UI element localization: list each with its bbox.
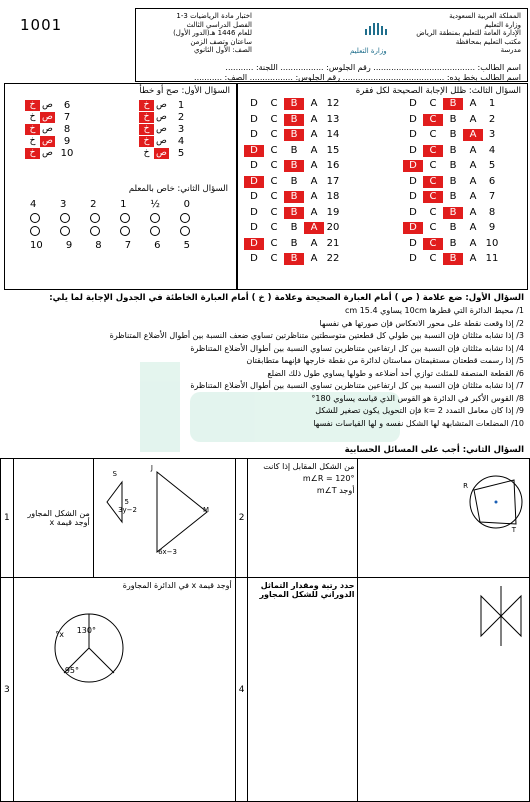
question-number: 1 <box>488 98 496 109</box>
question-number: 20 <box>326 222 340 233</box>
choice-bubble[interactable]: D <box>409 144 417 156</box>
question-number: 21 <box>326 237 340 249</box>
choice-bubble[interactable]: B <box>284 160 304 172</box>
question-number: 15 <box>326 144 340 156</box>
choice-bubble[interactable]: A <box>310 206 318 218</box>
answer-box-q3 <box>237 83 528 290</box>
header-right-block <box>416 12 521 55</box>
question-number: 2 <box>177 112 185 123</box>
choice-bubble[interactable]: A <box>469 237 477 249</box>
header-left-block <box>142 12 252 55</box>
q3-answer-row <box>244 222 342 234</box>
true-bubble[interactable]: ص <box>42 148 53 158</box>
choice-bubble[interactable]: B <box>449 222 457 233</box>
question-number: 10 <box>485 237 499 249</box>
choice-bubble[interactable]: D <box>244 145 264 157</box>
answer-box-q1-q2 <box>4 83 237 290</box>
choice-bubble[interactable]: C <box>270 144 278 156</box>
true-bubble[interactable]: ص <box>154 148 169 159</box>
svg-text:5: 5 <box>124 498 129 506</box>
logo-caption: وزارة التعليم <box>350 47 387 55</box>
score-label: 4 <box>30 199 37 210</box>
q3-answer-row <box>244 253 342 265</box>
choice-bubble[interactable]: C <box>270 160 278 171</box>
problem-number: 1 <box>1 459 14 578</box>
choice-bubble[interactable]: B <box>284 191 304 203</box>
choice-bubble[interactable]: B <box>449 129 457 140</box>
choice-bubble[interactable]: D <box>409 175 417 187</box>
q1-answer-row <box>25 124 193 135</box>
question-number: 3 <box>177 124 185 135</box>
score-bubble[interactable] <box>60 213 70 223</box>
q2-teacher-title: السؤال الثاني: خاص بالمعلم <box>128 184 228 194</box>
score-bubble[interactable] <box>90 213 100 223</box>
score-label: 10 <box>30 240 43 251</box>
choice-bubble[interactable]: B <box>290 175 298 187</box>
question-number: 8 <box>63 124 71 135</box>
score-bubble[interactable] <box>90 226 100 236</box>
choice-bubble[interactable]: B <box>290 222 298 233</box>
statement-item: 6/ القطعة المنصفة للمثلث توازي أحد أضلاعه و طولها يساوي طول ذلك الضلع <box>267 368 524 378</box>
student-handwritten-name-field[interactable]: اسم الطالب بخط يده: ........................................ رقم الجلوس: ................. الصف: ........... <box>194 73 521 82</box>
choice-bubble[interactable]: A <box>310 113 318 125</box>
choice-bubble[interactable]: A <box>310 191 318 202</box>
choice-bubble[interactable]: A <box>469 253 477 264</box>
choice-bubble[interactable]: C <box>270 129 278 140</box>
choice-bubble[interactable]: D <box>403 160 423 172</box>
false-bubble[interactable]: خ <box>143 148 150 158</box>
choice-bubble[interactable]: D <box>250 129 258 140</box>
teacher-score-bubbles <box>30 199 190 251</box>
section2-title: السؤال الثاني: أجب على المسائل الحسابية <box>344 445 524 455</box>
choice-bubble[interactable]: C <box>270 253 278 264</box>
score-bubble[interactable] <box>150 213 160 223</box>
question-number: 4 <box>488 144 496 156</box>
student-fields <box>142 63 521 83</box>
problem-text: حدد رتبة ومقدار التماثل الدوراني للشكل المجاور <box>259 581 355 599</box>
q1-answer-row <box>25 136 193 147</box>
statement-item: 3/ إذا تشابه مثلثان فإن النسبة بين طولي كل قطعتين متوسطتين متناظرتين تساوي ضعف النسبة بين أطوال الأضلاع المتناظرة <box>109 331 524 340</box>
question-number: 7 <box>63 112 71 123</box>
similar-triangles-figure <box>97 462 232 572</box>
choice-bubble[interactable]: B <box>284 114 304 126</box>
false-bubble[interactable]: خ <box>139 112 154 123</box>
choice-bubble[interactable]: C <box>270 237 278 249</box>
choice-bubble[interactable]: A <box>310 98 318 109</box>
question-number: 5 <box>488 160 496 171</box>
choice-bubble[interactable]: D <box>250 98 258 109</box>
choice-bubble[interactable]: C <box>270 113 278 125</box>
arc-label: x° <box>55 630 64 639</box>
choice-bubble[interactable]: C <box>429 206 437 218</box>
question-number: 17 <box>326 175 340 187</box>
statement-item: 7/ إذا تشابه مثلثان فإن النسبة بين كل ارتفاعين متناظرين تساوي النسبة بين أطوال الأضلاع المتناظرة <box>190 381 524 390</box>
choice-bubble[interactable]: C <box>270 191 278 202</box>
q3-answer-row <box>244 238 342 250</box>
true-bubble[interactable]: ص <box>40 112 55 123</box>
choice-bubble[interactable]: B <box>449 160 457 171</box>
problem-2-text <box>248 459 358 578</box>
q3-answer-row <box>403 222 501 234</box>
q3-answer-row <box>403 160 501 172</box>
problem-1-figure <box>93 459 235 578</box>
q3-answer-row <box>244 160 342 172</box>
choice-bubble[interactable]: D <box>250 191 258 202</box>
statement-item: 4/ إذا تشابه مثلثان فإن النسبة بين كل ارتفاعين متناظرين تساوي النسبة بين أطوال الأضلاع المتناظرة <box>190 343 524 353</box>
problem-4-figure <box>358 578 530 802</box>
true-bubble[interactable]: ص <box>42 124 53 134</box>
question-number: 22 <box>326 253 340 264</box>
circle-arcs-figure <box>34 603 154 713</box>
problems-table <box>0 458 530 802</box>
inscribed-quadrilateral-figure <box>463 462 526 562</box>
choice-bubble[interactable]: A <box>310 129 318 140</box>
svg-text:S: S <box>112 470 117 478</box>
score-label: 9 <box>65 240 73 251</box>
choice-bubble[interactable]: C <box>423 238 443 250</box>
score-label: 6 <box>154 240 161 251</box>
question-number: 10 <box>60 148 74 159</box>
svg-text:R: R <box>463 482 468 490</box>
true-bubble[interactable]: ص <box>156 112 167 122</box>
question-number: 19 <box>326 206 340 218</box>
q3-answer-row <box>403 253 501 265</box>
header-line: مكتب التعليم بمحافظة <box>455 37 521 46</box>
score-label: 5 <box>183 240 190 251</box>
choice-bubble[interactable]: D <box>250 113 258 125</box>
choice-bubble[interactable]: B <box>449 175 457 187</box>
choice-bubble[interactable]: A <box>469 222 477 233</box>
arc-label: 130° <box>76 626 96 635</box>
true-bubble[interactable]: ص <box>42 100 53 110</box>
q3-answer-row <box>403 238 501 250</box>
statement-item: 8/ القوس الأكبر في الدائرة هو القوس الذي قياسه يساوي 180° <box>311 393 524 403</box>
score-label: 1 <box>120 199 127 210</box>
problem-number: 3 <box>1 578 14 802</box>
svg-text:M: M <box>202 506 209 514</box>
header-line: مدرسة <box>500 46 521 55</box>
choice-bubble[interactable]: C <box>423 176 443 188</box>
choice-bubble[interactable]: B <box>284 253 304 265</box>
choice-bubble[interactable]: C <box>429 129 437 140</box>
section1-title: السؤال الأول: ضع علامة ( ص ) أمام العبارة الصحيحة وعلامة ( خ ) أمام العبارة الخاطئة في الجدول الإجابة لما يلي: <box>49 293 524 303</box>
choice-bubble[interactable]: C <box>429 160 437 171</box>
score-bubble[interactable] <box>120 213 130 223</box>
choice-bubble[interactable]: C <box>423 145 443 157</box>
problem-3-cell <box>13 578 235 802</box>
problem-4-text <box>248 578 358 802</box>
score-label: 2 <box>90 199 97 210</box>
choice-bubble[interactable]: A <box>469 191 477 202</box>
choice-bubble[interactable]: A <box>469 98 477 109</box>
question-number: 6 <box>488 175 496 187</box>
score-bubble[interactable] <box>60 226 70 236</box>
choice-bubble[interactable]: B <box>443 98 463 110</box>
header-line: وزارة التعليم <box>484 20 521 29</box>
problem-text: أوجد m∠T <box>316 486 355 495</box>
svg-text:J: J <box>150 464 153 472</box>
choice-bubble[interactable]: D <box>409 206 417 218</box>
q3-answer-row <box>244 114 342 126</box>
choice-bubble[interactable]: C <box>270 175 278 187</box>
question-number: 12 <box>326 98 340 109</box>
q3-answer-row <box>403 145 501 157</box>
q1-answer-row <box>25 100 193 111</box>
choice-bubble[interactable]: A <box>469 144 477 156</box>
score-bubble[interactable] <box>30 213 40 223</box>
choice-bubble[interactable]: D <box>250 222 258 233</box>
choice-bubble[interactable]: C <box>423 114 443 126</box>
q1-answer-row <box>25 112 193 123</box>
q3-answer-row <box>403 98 501 110</box>
exam-header <box>135 8 528 82</box>
question-number: 11 <box>485 253 499 264</box>
question-number: 4 <box>177 136 185 147</box>
choice-bubble[interactable]: D <box>244 176 264 188</box>
false-bubble[interactable]: خ <box>139 100 154 111</box>
score-label: 8 <box>95 240 102 251</box>
question-number: 1 <box>177 100 185 111</box>
true-bubble[interactable]: ص <box>40 136 55 147</box>
false-bubble[interactable]: خ <box>25 124 40 135</box>
choice-bubble[interactable]: D <box>244 238 264 250</box>
question-number: 14 <box>326 129 340 140</box>
true-bubble[interactable]: ص <box>156 100 167 110</box>
choice-bubble[interactable]: B <box>284 129 304 141</box>
choice-bubble[interactable]: A <box>310 175 318 187</box>
statement-item: 9/ إذا كان معامل التمدد 2 =k فإن التحويل يكون تصغير للشكل <box>315 406 524 415</box>
statement-item: 10/ المضلعات المتشابهة لها الشكل نفسه و لها القياسات نفسها <box>313 418 524 428</box>
choice-bubble[interactable]: B <box>284 207 304 219</box>
q3-answer-row <box>403 129 501 141</box>
score-bubble[interactable] <box>180 213 190 223</box>
problem-text: من الشكل المقابل إذا كانت <box>263 462 355 471</box>
rotational-symmetry-figure <box>476 581 526 651</box>
header-line: المملكة العربية السعودية <box>449 12 521 20</box>
question-number: 3 <box>488 129 496 140</box>
problem-number: 2 <box>235 459 248 578</box>
problem-1-text <box>13 459 93 578</box>
question-number: 13 <box>326 113 340 125</box>
choice-bubble[interactable]: A <box>469 206 477 218</box>
question-number: 6 <box>63 100 71 111</box>
choice-bubble[interactable]: B <box>290 144 298 156</box>
choice-bubble[interactable]: D <box>409 253 417 264</box>
score-bubble[interactable] <box>180 226 190 236</box>
header-line: ساعتان وتصف الزمن <box>190 37 252 46</box>
header-line: الإدارة العامة للتعليم بمنطقة الرياض <box>416 29 521 38</box>
problem-2-figure <box>358 459 530 578</box>
choice-bubble[interactable]: C <box>429 222 437 233</box>
statement-item: 1/ محيط الدائرة التي قطرها 10cm يساوي 15.4 cm <box>344 306 524 315</box>
q3-answer-row <box>403 114 501 126</box>
choice-bubble[interactable]: C <box>270 206 278 218</box>
q3-answer-row <box>244 98 342 110</box>
score-label: 3 <box>60 199 67 210</box>
q3-answer-row <box>403 207 501 219</box>
q3-answer-row <box>244 145 342 157</box>
q1-answer-row <box>25 148 193 159</box>
choice-bubble[interactable]: C <box>429 98 437 109</box>
question-number: 2 <box>488 113 496 125</box>
header-line: اختبار مادة الرياضيات 3-1 <box>176 12 252 20</box>
question-number: 9 <box>488 222 496 233</box>
q3-title: السؤال الثالث: ظلل الإجابة الصحيحة لكل فقرة <box>355 86 521 96</box>
problem-angle-given: m∠R = 120° <box>302 474 355 483</box>
false-bubble[interactable]: خ <box>139 136 154 147</box>
choice-bubble[interactable]: A <box>310 253 318 264</box>
arc-label: 95° <box>64 666 79 675</box>
q1-title: السؤال الأول: صح أو خطأ <box>139 86 230 96</box>
statement-item: 5/ إذا رسمت قطعتان مستقيمتان مماستان لدائرة من نقطة خارجها فإنهما متطابقتان <box>246 356 524 365</box>
choice-bubble[interactable]: C <box>270 222 278 233</box>
choice-bubble[interactable]: C <box>270 98 278 109</box>
score-bubble[interactable] <box>30 226 40 236</box>
student-name-field[interactable]: اسم الطالب: ........................................ رقم الجلوس: ................. اللجنة: ........... <box>225 63 521 72</box>
question-number: 18 <box>326 191 340 202</box>
score-label: ½ <box>150 199 160 210</box>
score-bubble[interactable] <box>150 226 160 236</box>
choice-bubble[interactable]: D <box>409 113 417 125</box>
choice-bubble[interactable]: C <box>423 191 443 203</box>
choice-bubble[interactable]: B <box>449 144 457 156</box>
choice-bubble[interactable]: D <box>403 222 423 234</box>
choice-bubble[interactable]: A <box>469 175 477 187</box>
choice-bubble[interactable]: A <box>304 222 324 234</box>
choice-bubble[interactable]: B <box>284 98 304 110</box>
problem-3-text: أوجد قيمة x في الدائرة المجاورة <box>122 581 232 590</box>
statement-item: 2/ إذا وقعت نقطة على محور الانعكاس فإن صورتها هي نفسها <box>319 318 524 328</box>
problem-text: من الشكل المجاور أوجد قيمة x <box>27 509 90 527</box>
choice-bubble[interactable]: D <box>250 206 258 218</box>
choice-bubble[interactable]: D <box>409 129 417 140</box>
question-number: 7 <box>488 191 496 202</box>
problem-number: 4 <box>235 578 248 802</box>
q3-answer-row <box>244 207 342 219</box>
choice-bubble[interactable]: A <box>463 129 483 141</box>
header-line: الصف: الأول الثانوي <box>194 46 252 55</box>
choice-bubble[interactable]: A <box>310 237 318 249</box>
choice-bubble[interactable]: A <box>310 160 318 171</box>
score-label: 0 <box>183 199 190 210</box>
header-line: للعام 1446 هـ(الدور الأول) <box>173 29 252 38</box>
choice-bubble[interactable]: D <box>409 237 417 249</box>
question-number: 5 <box>177 148 185 159</box>
choice-bubble[interactable]: A <box>310 144 318 156</box>
q3-answer-row <box>403 191 501 203</box>
choice-bubble[interactable]: B <box>449 237 457 249</box>
svg-text:6x−3: 6x−3 <box>157 548 177 556</box>
false-bubble[interactable]: خ <box>29 136 36 146</box>
q3-answer-row <box>244 176 342 188</box>
svg-text:3y−2: 3y−2 <box>117 506 137 514</box>
true-bubble[interactable]: ص <box>156 136 167 146</box>
q3-answer-row <box>244 191 342 203</box>
choice-bubble[interactable]: B <box>443 253 463 265</box>
choice-bubble[interactable]: D <box>250 160 258 171</box>
false-bubble[interactable]: خ <box>25 100 40 111</box>
choice-bubble[interactable]: B <box>449 113 457 125</box>
false-bubble[interactable]: خ <box>25 148 40 159</box>
choice-bubble[interactable]: C <box>429 253 437 264</box>
question-number: 8 <box>488 206 496 218</box>
choice-bubble[interactable]: A <box>469 160 477 171</box>
q3-answer-row <box>403 176 501 188</box>
choice-bubble[interactable]: B <box>290 237 298 249</box>
choice-bubble[interactable]: D <box>250 253 258 264</box>
score-label: 7 <box>124 240 132 251</box>
choice-bubble[interactable]: D <box>409 98 417 109</box>
header-line: الفصل الدراسي الثالث <box>186 20 252 29</box>
false-bubble[interactable]: خ <box>29 112 36 122</box>
q3-answer-row <box>244 129 342 141</box>
choice-bubble[interactable]: A <box>469 113 477 125</box>
svg-text:T: T <box>511 526 516 534</box>
question-number: 16 <box>326 160 340 171</box>
false-bubble[interactable]: خ <box>139 124 154 135</box>
choice-bubble[interactable]: D <box>409 191 417 202</box>
true-bubble[interactable]: ص <box>156 124 167 134</box>
choice-bubble[interactable]: B <box>443 207 463 219</box>
exam-code: 1001 <box>20 16 63 34</box>
question-number: 9 <box>63 136 71 147</box>
choice-bubble[interactable]: B <box>449 191 457 202</box>
score-bubble[interactable] <box>120 226 130 236</box>
